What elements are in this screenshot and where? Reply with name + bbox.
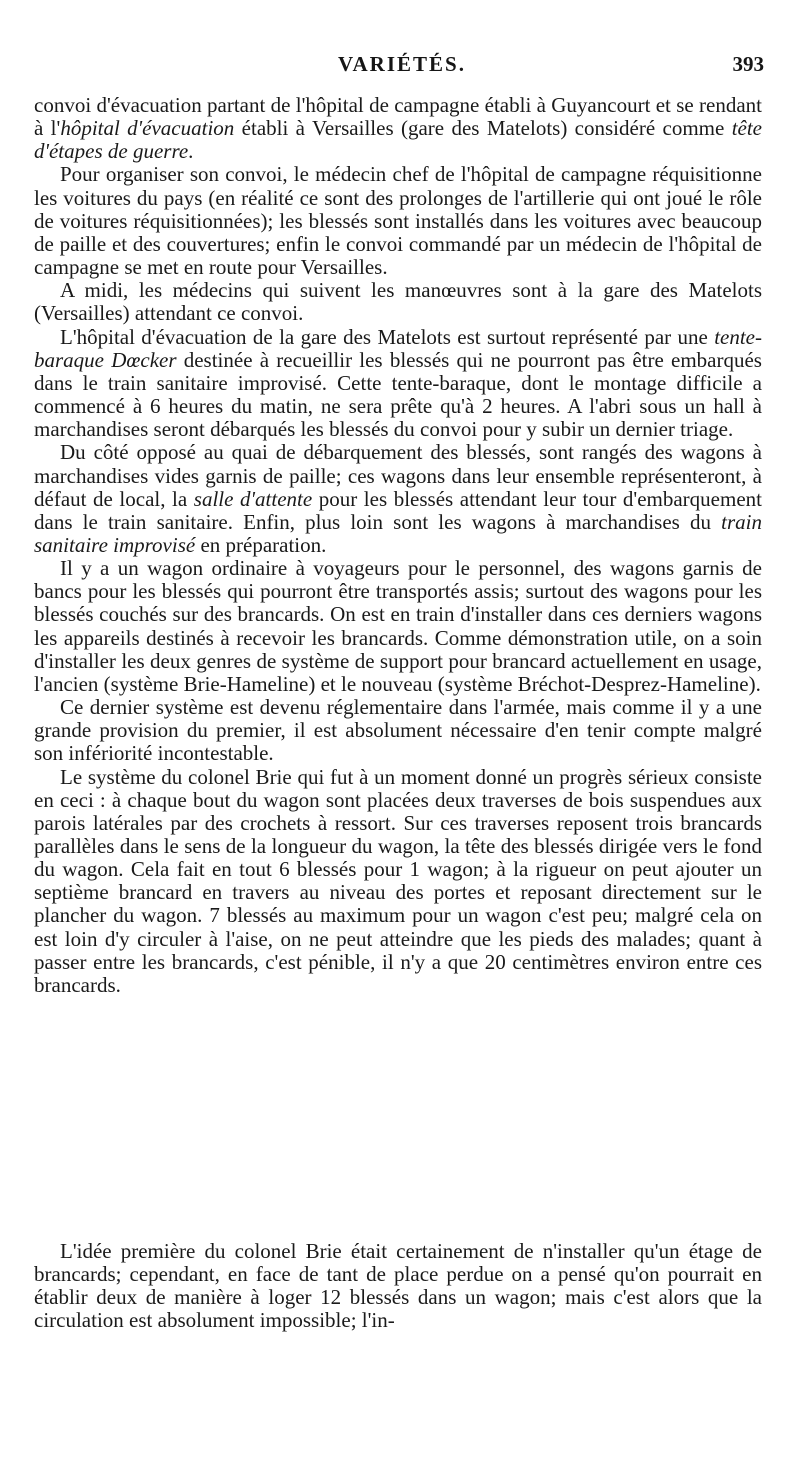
paragraph-p8 xyxy=(34,766,762,998)
paragraph-p4 xyxy=(34,326,762,442)
paragraph-p5 xyxy=(34,441,762,557)
italic-phrase: tente-baraque Dœcker xyxy=(34,324,762,372)
paragraph-p2 xyxy=(34,163,762,279)
text-run: L'hôpital d'évacuation de la gare des Matelots est surtout représenté par une xyxy=(60,324,715,349)
text-run: pour les blessés attendant leur tour d'embarquement dans le train sanitaire. Enfin, plus loin sont les wagons à marchandises du xyxy=(34,486,762,534)
text-run: convoi d'évacuation partant de l'hôpital de campagne établi à Guyancourt et se rendant à l' xyxy=(34,93,762,141)
text-run: en préparation. xyxy=(195,532,327,557)
italic-phrase: train sanitaire improvisé xyxy=(34,509,762,557)
page-number: 393 xyxy=(732,52,764,76)
paragraph-p7 xyxy=(34,696,762,765)
running-title: VARIÉTÉS. xyxy=(338,52,466,76)
running-head xyxy=(40,52,764,82)
paragraph-p6 xyxy=(34,557,762,696)
italic-phrase: hôpital d'évacuation xyxy=(60,116,235,141)
text-run: Pour organiser son convoi, le médecin chef de l'hôpital de campagne réquisitionne les voitures du pays (en réalité ce sont des prolonges de l'artillerie qui ont joué le rôle de voitures réquisitionnées); les blessés sont installés dans les voitures avec beaucoup de paille et des couvertures; enfin le convoi commandé par un médecin de l'hôpital de campagne se met en route pour Versailles. xyxy=(34,162,762,280)
text-run: Ce dernier système est devenu réglementaire dans l'armée, mais comme il y a une grande provision du premier, il est absolument nécessaire d'en tenir compte malgré son infériorité incontestable. xyxy=(34,695,762,766)
text-run: Du côté opposé au quai de débarquement des blessés, sont rangés des wagons à marchandises vides garnis de paille; ces wagons dans leur ensemble représenteront, à défaut de local, la xyxy=(34,440,762,511)
text-run: Le système du colonel Brie qui fut à un moment donné un progrès sérieux consiste en ceci : à chaque bout du wagon sont placées deux traverses de bois suspendues aux parois latérales par des crochets à ressort. Sur ces traverses reposent trois brancards parallèles dans le sens de la longueur du wagon, la tête des blessés dirigée vers le fond du wagon. Cela fait en tout 6 blessés pour 1 wagon; à la rigueur on peut ajouter un septième brancard en travers au niveau des portes et reposant directement sur le plancher du wagon. 7 blessés au maximum pour un wagon c'est peu; malgré cela on est loin d'y circuler à l'aise, on ne peut atteindre que les pieds des malades; quant à passer entre les brancards, c'est pénible, il n'y a que 20 centimètres environ entre ces brancards. xyxy=(34,764,762,997)
paragraph-p1 xyxy=(34,94,762,163)
text-run: . xyxy=(188,139,194,164)
text-run: L'idée première du colonel Brie était certainement de n'installer qu'un étage de brancards; cependant, en face de tant de place perdue on a pensé qu'on pourrait en établir deux de manière à loger 12 blessés dans un wagon; mais c'est alors que la circulation est absolument impossible; l'in- xyxy=(34,1239,762,1333)
italic-phrase: salle d'attente xyxy=(193,486,313,511)
italic-phrase: tête d'étapes de guerre xyxy=(34,116,762,164)
body-text-main xyxy=(34,94,762,997)
paragraph-p3 xyxy=(34,279,762,325)
text-run: A midi, les médecins qui suivent les manœuvres sont à la gare des Matelots (Versailles) attendant ce convoi. xyxy=(34,278,762,326)
body-text-continued xyxy=(34,1240,762,1333)
text-run: établi à Versailles (gare des Matelots) considéré comme xyxy=(234,116,732,141)
paragraph-p9 xyxy=(34,1240,762,1333)
text-run: Il y a un wagon ordinaire à voyageurs pour le personnel, des wagons garnis de bancs pour les blessés qui pourront être transportés assis; surtout des wagons pour les blessés couchés sur des brancards. On est en train d'installer dans ces derniers wagons les appareils destinés à recevoir les brancards. Comme démonstration utile, on a soin d'installer les deux genres de système de support pour brancard actuellement en usage, l'ancien (système Brie-Hameline) et le nouveau (système Bréchot-Desprez-Hameline). xyxy=(34,556,762,696)
text-run: destinée à recueillir les blessés qui ne pourront pas être embarqués dans le train sanitaire improvisé. Cette tente-baraque, dont le montage difficile a commencé à 6 heures du matin, ne sera prête qu'à 2 heures. A l'abri sous un hall à marchandises seront débarqués les blessés du convoi pour y subir un dernier triage. xyxy=(34,347,762,442)
